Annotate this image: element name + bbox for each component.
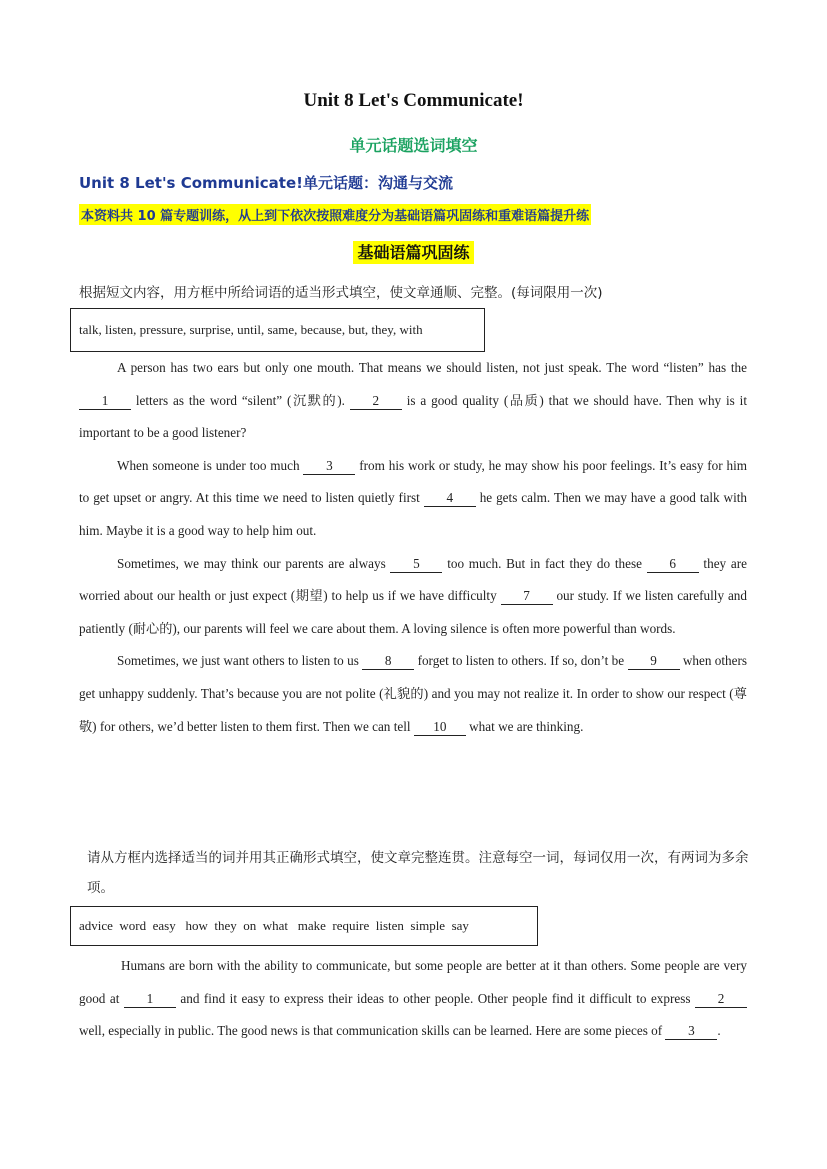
text-span: forget to listen to others. If so, don’t be — [414, 653, 628, 669]
blank-8[interactable]: 8 — [362, 653, 414, 670]
text-span: Humans are born with the ability to communicate, but some people are better at it than others. Some people are very good at — [79, 958, 747, 1006]
exercise1-passage — [79, 352, 747, 743]
exercise1-instruction: 根据短文内容，用方框中所给词语的适当形式填空，使文章通顺、完整。(每词限用一次) — [79, 285, 603, 301]
blank-10[interactable]: 10 — [414, 719, 466, 736]
blank-2[interactable]: 2 — [350, 393, 402, 410]
text-span: . — [717, 1023, 721, 1039]
passage-paragraph — [79, 645, 747, 743]
blank-7[interactable]: 7 — [501, 588, 553, 605]
section-heading — [0, 240, 827, 263]
text-span: what we are thinking. — [465, 718, 584, 734]
text-span: well, especially in public. The good news is that communication skills can be learned. Here are some pieces of — [79, 1023, 666, 1039]
exercise1-word-box — [70, 308, 485, 352]
document-title: Unit 8 Let's Communicate! — [303, 90, 524, 111]
blank-3[interactable]: 3 — [665, 1023, 717, 1040]
text-span: he gets calm. Then we may have a good talk with him. Maybe it is a good way to help him out. — [79, 490, 747, 538]
text-span: When someone is under too much — [117, 457, 304, 473]
text-span: and find it easy to express their ideas to other people. Other people find it difficult to express — [175, 990, 695, 1006]
exercise2-word-box — [70, 906, 538, 946]
passage-paragraph — [79, 352, 747, 450]
text-span: A person has two ears but only one mouth. That means we should listen, not just speak. The word “listen” has the — [117, 360, 747, 375]
passage-paragraph — [79, 450, 747, 548]
exercise1-word-list: talk, listen, pressure, surprise, until, same, because, but, they, with — [79, 322, 423, 337]
passage-paragraph — [79, 950, 747, 1048]
blank-2[interactable]: 2 — [695, 991, 747, 1008]
text-span: Sometimes, we may think our parents are always — [117, 555, 391, 571]
text-span: Sometimes, we just want others to listen to us — [117, 653, 363, 669]
blank-5[interactable]: 5 — [390, 556, 442, 573]
exercise2-passage — [79, 950, 747, 1048]
blank-3[interactable]: 3 — [303, 458, 355, 475]
highlight-note: 本资料共 10 篇专题训练，从上到下依次按照难度分为基础语篇巩固练和重难语篇提升练 — [79, 204, 591, 225]
exercise2-word-list: advice word easy how they on what make require listen simple say — [79, 918, 469, 933]
text-span: our study. If we listen carefully and patiently (耐心的), our parents will feel we care about them. A loving silence is often more powerful than words. — [79, 588, 747, 636]
text-span: when others get unhappy suddenly. That’s because you are not polite (礼貌的) and you may not realize it. In order to show our respect (尊敬) for others, we’d better listen to them first. Then we can tell — [79, 653, 748, 734]
blank-9[interactable]: 9 — [628, 653, 680, 670]
text-span: from his work or study, he may show his poor feelings. It’s easy for him to get upset or angry. At this time we need to listen quietly first — [79, 457, 748, 506]
unit-topic: Unit 8 Let's Communicate!单元话题：沟通与交流 — [79, 174, 453, 192]
blank-4[interactable]: 4 — [424, 490, 476, 507]
text-span: they are worried about our health or just expect (期望) to help us if we have difficulty — [79, 555, 747, 604]
passage-paragraph — [79, 548, 747, 646]
blank-6[interactable]: 6 — [647, 556, 699, 573]
text-span: letters as the word “silent” (沉默的). — [131, 392, 350, 408]
blank-1[interactable]: 1 — [124, 991, 176, 1008]
text-span: is a good quality (品质) that we should have. Then why is it important to be a good listener? — [79, 392, 748, 441]
section-heading-text: 基础语篇巩固练 — [353, 241, 473, 264]
exercise2-instruction: 请从方框内选择适当的词并用其正确形式填空，使文章完整连贯。注意每空一词，每词仅用一次，有两词为多余项。 — [87, 850, 749, 896]
document-subtitle: 单元话题选词填空 — [349, 136, 478, 155]
blank-1[interactable]: 1 — [79, 393, 131, 410]
text-span: too much. But in fact they do these — [442, 555, 647, 571]
